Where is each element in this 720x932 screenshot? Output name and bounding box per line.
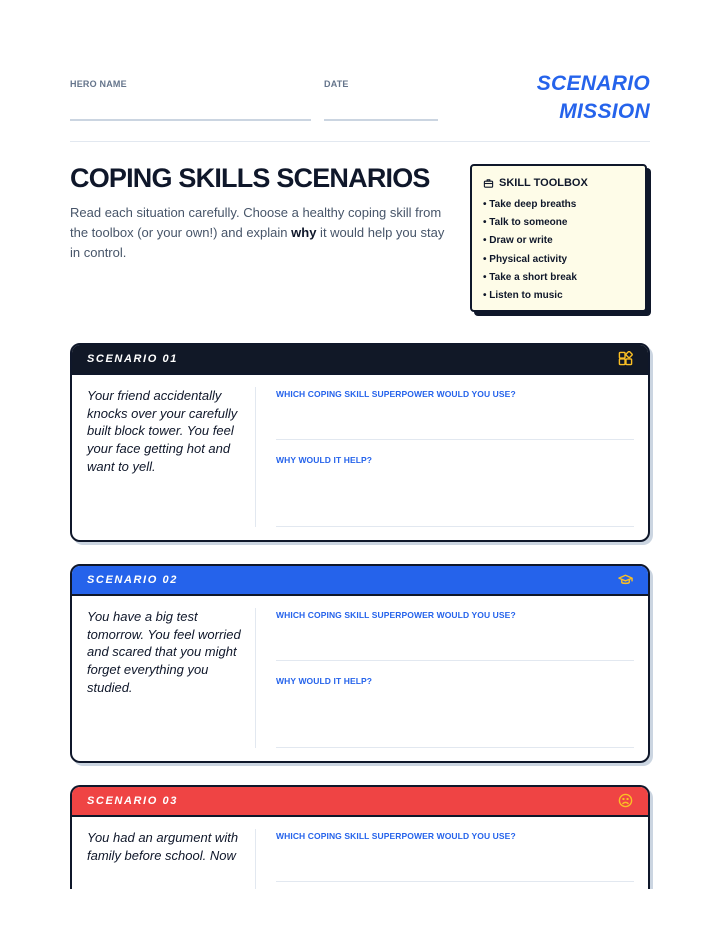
graduation-cap-icon: [618, 572, 634, 588]
date-field[interactable]: [324, 119, 438, 121]
scenario-text: You had an argument with family before school. Now: [87, 830, 239, 863]
hero-name-label: HERO NAME: [70, 79, 127, 89]
toolbox-header: [483, 177, 634, 189]
toolbox-list: [483, 196, 634, 305]
scenario-title: SCENARIO 03: [87, 795, 178, 807]
page-title: COPING SKILLS SCENARIOS: [70, 163, 430, 193]
skill-toolbox: [470, 164, 647, 312]
scenario-header: [72, 566, 648, 596]
skill-answer-line[interactable]: [276, 881, 634, 882]
toolbox-item: • Draw or write: [483, 235, 553, 247]
intro-text-bold: why: [291, 225, 317, 240]
column-divider: [255, 608, 256, 748]
column-divider: [255, 387, 256, 527]
scenario-body: [72, 375, 648, 542]
intro-text: [70, 203, 455, 263]
mission-heading: [450, 70, 650, 126]
mission-line-2: MISSION: [559, 100, 650, 123]
header-divider: [70, 141, 650, 142]
scenario-text: You have a big test tomorrow. You feel worried and scared that you might forget everything you studied.: [87, 609, 241, 695]
skill-question-label: WHICH COPING SKILL SUPERPOWER WOULD YOU USE?: [276, 610, 516, 620]
scenario-card-1: [70, 343, 650, 542]
skill-answer-line[interactable]: [276, 439, 634, 440]
hero-name-field[interactable]: [70, 119, 311, 121]
toolbox-item: • Take deep breaths: [483, 199, 577, 210]
toolbox-item: • Talk to someone: [483, 217, 568, 229]
scenario-title: SCENARIO 02: [87, 574, 178, 586]
why-question-label: WHY WOULD IT HELP?: [276, 455, 373, 465]
date-label: DATE: [324, 79, 349, 89]
scenario-text: Your friend accidentally knocks over your carefully built block tower. You feel your face getting hot and want to yell.: [87, 388, 238, 474]
puzzle-icon: [618, 351, 634, 367]
scenario-header: [72, 787, 648, 817]
toolbox-item: • Physical activity: [483, 253, 568, 265]
toolbox-item: • Take a short break: [483, 271, 577, 283]
intro-text-start: Read each situation carefully. Choose a healthy coping skill from the toolbox (or your own!) and explain: [70, 205, 442, 240]
intro-text-end: it would help you stay in control.: [70, 225, 445, 260]
scenario-body: [72, 596, 648, 763]
why-question-label: WHY WOULD IT HELP?: [276, 676, 373, 686]
scenario-card-2: [70, 564, 650, 763]
toolbox-item: • Listen to music: [483, 290, 563, 302]
skill-answer-line[interactable]: [276, 660, 634, 661]
mission-line-1: SCENARIO: [536, 72, 650, 95]
page-bottom-margin: [0, 889, 720, 932]
skill-question-label: WHICH COPING SKILL SUPERPOWER WOULD YOU USE?: [276, 389, 516, 399]
skill-question-label: WHICH COPING SKILL SUPERPOWER WOULD YOU USE?: [276, 831, 516, 841]
scenario-title: SCENARIO 01: [87, 353, 178, 365]
scenario-header: [72, 345, 648, 375]
toolbox-title: SKILL TOOLBOX: [499, 177, 588, 189]
toolbox-icon: [483, 178, 494, 189]
why-answer-line[interactable]: [276, 526, 634, 527]
sad-face-icon: [618, 793, 634, 809]
why-answer-line[interactable]: [276, 747, 634, 748]
